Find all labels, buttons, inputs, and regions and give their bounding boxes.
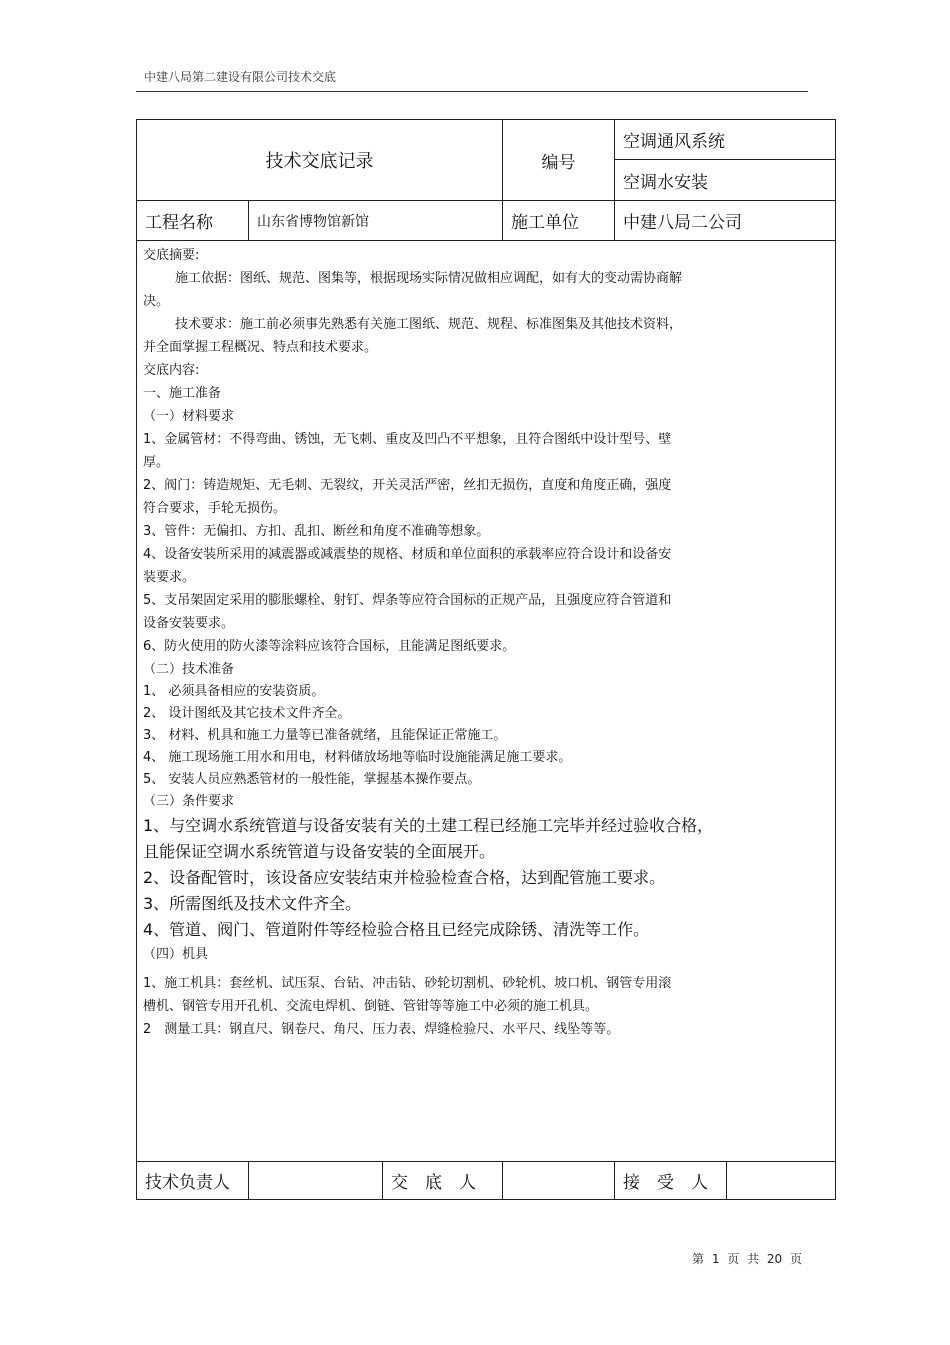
system-name-1: 空调通风系统 [615,120,836,160]
section-heading: 一、施工准备 [143,386,222,401]
receiver-signature-field[interactable] [727,1162,836,1200]
list-item: 1、施工机具：套丝机、试压泵、台钻、冲击钻、砂轮切割机、砂轮机、坡口机、钢管专用滚 [143,976,672,991]
code-label: 编号 [503,120,615,201]
list-item: 4、设备安装所采用的减震器或减震垫的规格、材质和单位面积的承载率应符合设计和设备安 [143,547,672,562]
list-item-continuation: 槽机、钢管专用开孔机、交流电焊机、倒链、管钳等等施工中必须的施工机具。 [143,999,599,1014]
list-item: 5、支吊架固定采用的膨胀螺栓、射钉、焊条等应符合国标的正规产品，且强度应符合管道和 [143,593,672,608]
list-item: 5、 安装人员应熟悉管材的一般性能，掌握基本操作要点。 [143,772,481,787]
condition-item: 1、与空调水系统管道与设备安装有关的土建工程已经施工完毕并经过验收合格， [143,816,714,835]
list-item: 3、管件：无偏扣、方扣、乱扣、断丝和角度不准确等想象。 [143,524,490,539]
condition-item: 3、所需图纸及技术文件齐全。 [143,894,362,913]
tech-lead-signature-field[interactable] [249,1162,383,1200]
technical-requirement-line-1: 技术要求：施工前必须事先熟悉有关施工图纸、规范、规程、标准图集及其他技术资料， [175,317,683,332]
list-item: 2、 设计图纸及其它技术文件齐全。 [143,706,351,721]
list-item-continuation: 装要求。 [143,570,196,585]
header-divider [136,91,808,92]
list-item-continuation: 符合要求，手轮无损伤。 [143,501,287,516]
construction-unit-value: 中建八局二公司 [615,201,836,241]
subsection-heading: （三）条件要求 [143,794,235,809]
condition-item-continuation: 且能保证空调水系统管道与设备安装的全面展开。 [143,842,496,861]
tech-lead-label: 技术负责人 [137,1162,249,1200]
page-number: 第 1 页 共 20 页 [692,1252,802,1266]
summary-label: 交底摘要: [143,248,200,263]
construction-basis-line-2: 决。 [143,294,170,309]
condition-item: 2、设备配管时，该设备应安装结束并检验检查合格，达到配管施工要求。 [143,868,666,887]
record-title: 技术交底记录 [137,120,503,201]
list-item: 1、 必须具备相应的安装资质。 [143,684,325,699]
receiver-label: 接 受 人 [615,1162,727,1200]
project-name-value: 山东省博物馆新馆 [249,201,503,241]
disclosure-record-table [136,119,836,1200]
discloser-label: 交 底 人 [383,1162,503,1200]
content-label: 交底内容: [143,363,200,378]
list-item-continuation: 厚。 [143,455,170,470]
list-item: 2、阀门：铸造规矩、无毛刺、无裂纹，开关灵活严密，丝扣无损伤，直度和角度正确，强度 [143,478,672,493]
discloser-signature-field[interactable] [503,1162,615,1200]
construction-basis-line-1: 施工依据：图纸、规范、图集等，根据现场实际情况做相应调配，如有大的变动需协商解 [175,271,683,286]
list-item: 4、 施工现场施工用水和用电，材料储放场地等临时设施能满足施工要求。 [143,750,572,765]
list-item-continuation: 设备安装要求。 [143,616,235,631]
construction-unit-label: 施工单位 [503,201,615,241]
list-item: 3、 材料、机具和施工力量等已准备就绪，且能保证正常施工。 [143,728,507,743]
disclosure-content [137,241,835,1041]
list-item: 1、金属管材：不得弯曲、锈蚀，无飞刺、重皮及凹凸不平想象，且符合图纸中设计型号、壁 [143,432,672,447]
disclosure-content-cell [137,241,836,1162]
technical-requirement-line-2: 并全面掌握工程概况、特点和技术要求。 [143,340,378,355]
page-header: 中建八局第二建设有限公司技术交底 [144,70,337,84]
project-name-label: 工程名称 [137,201,249,241]
list-item: 6、防火使用的防火漆等涂料应该符合国标，且能满足图纸要求。 [143,639,516,654]
subsection-heading: （一）材料要求 [143,409,235,424]
subsection-heading: （四）机具 [143,947,209,962]
list-item: 2 测量工具：钢直尺、钢卷尺、角尺、压力表、焊缝检验尺、水平尺、线坠等等。 [143,1022,620,1037]
system-name-2: 空调水安装 [615,160,836,201]
condition-item: 4、管道、阀门、管道附件等经检验合格且已经完成除锈、清洗等工作。 [143,920,650,939]
subsection-heading: （二）技术准备 [143,662,235,677]
